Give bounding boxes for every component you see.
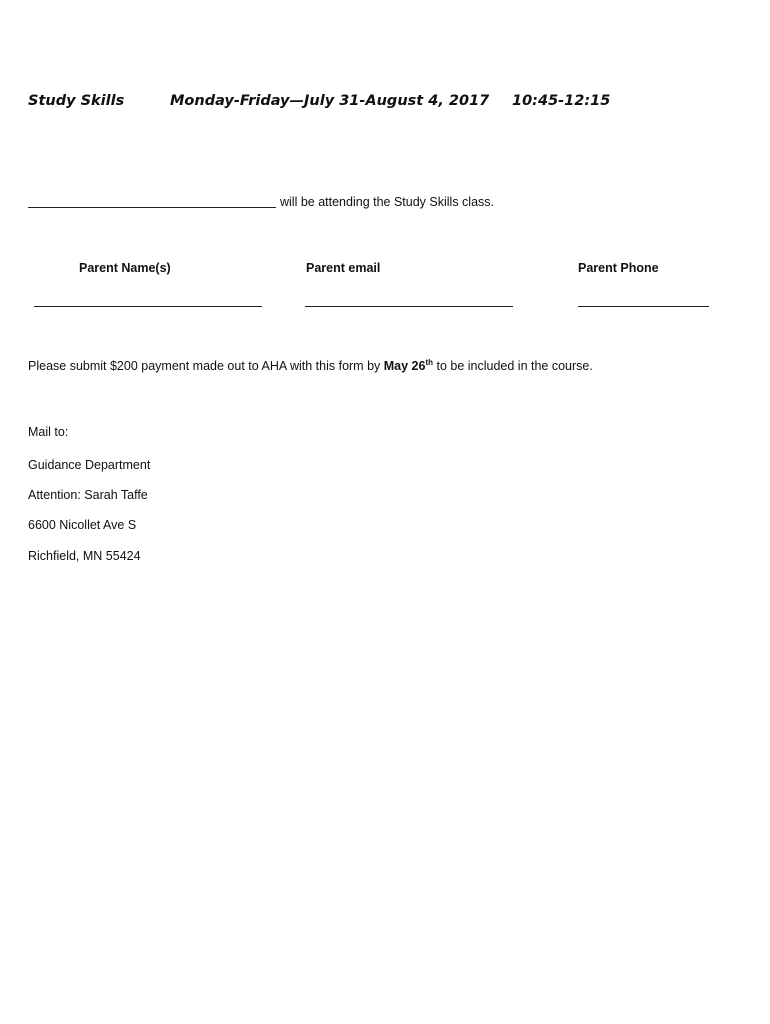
address-line: Attention: Sarah Taffe: [28, 488, 148, 502]
course-title: Study Skills: [28, 93, 125, 109]
parent-phone-label: Parent Phone: [578, 261, 659, 275]
payment-text-before: Please submit $200 payment made out to AHA with this form by: [28, 359, 384, 373]
course-time: 10:45-12:15: [512, 93, 611, 109]
address-line: Richfield, MN 55424: [28, 549, 141, 563]
payment-text-after: to be included in the course.: [433, 359, 593, 373]
parent-email-label: Parent email: [306, 261, 381, 275]
parent-name-label: Parent Name(s): [79, 261, 171, 275]
parent-name-field[interactable]: [34, 306, 262, 307]
parent-phone-field[interactable]: [578, 306, 709, 307]
payment-instructions: [28, 359, 593, 373]
course-dates: Monday-Friday—July 31-August 4, 2017: [170, 93, 490, 109]
address-line: Guidance Department: [28, 458, 151, 472]
deadline-suffix: th: [425, 357, 434, 367]
mail-to-label: Mail to:: [28, 425, 69, 439]
address-line: 6600 Nicollet Ave S: [28, 518, 137, 532]
student-name-field[interactable]: [28, 207, 276, 208]
attendance-text: will be attending the Study Skills class.: [280, 195, 494, 209]
parent-email-field[interactable]: [305, 306, 513, 307]
deadline-date: May 26: [383, 359, 426, 373]
payment-deadline: [384, 359, 433, 373]
